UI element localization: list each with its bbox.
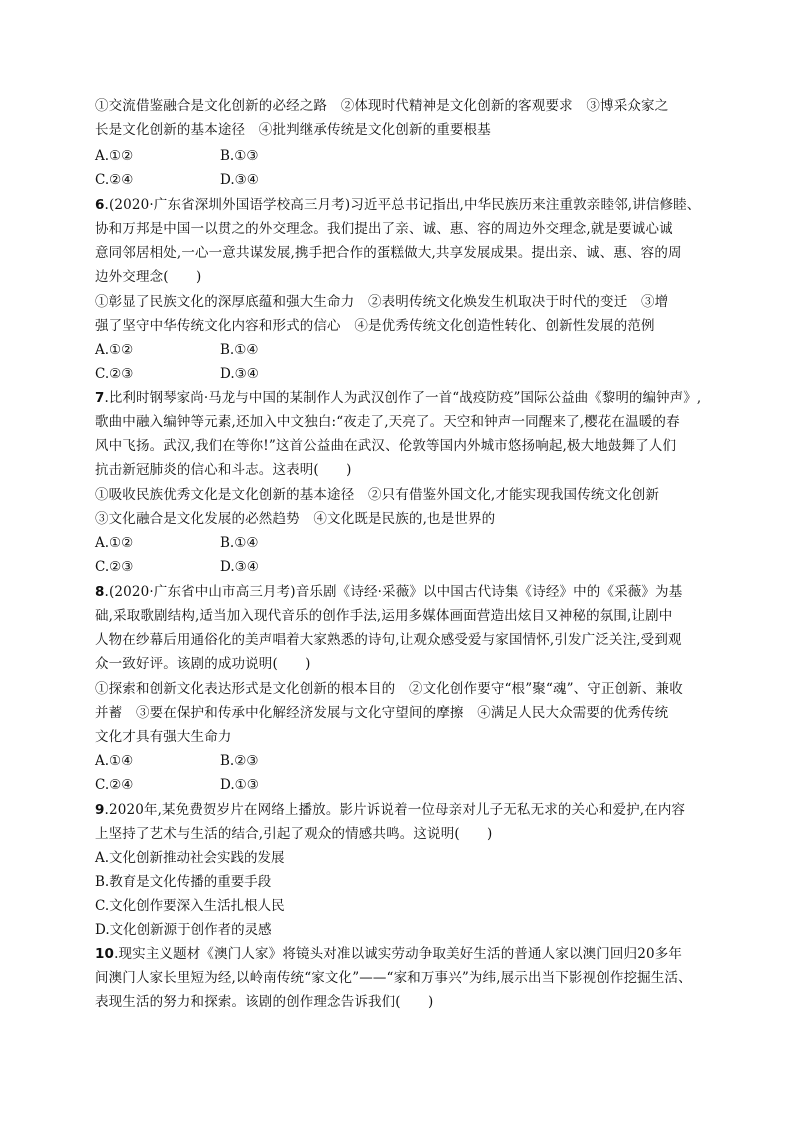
q5-option-a[interactable]: A.①②	[95, 148, 134, 164]
q10-stem-line: 表现生活的努力和探索。该剧的创作理念告诉我们( )	[95, 994, 434, 1010]
q10-stem-line: 间澳门人家长里短为经,以岭南传统“家文化”——“家和万事兴”为纬,展示出当下影视创作挖掘生活、	[95, 970, 692, 986]
q9-choice-c[interactable]: C.文化创作要深入生活扎根人民	[95, 898, 285, 914]
q7-stem-line	[95, 390, 701, 406]
q6-number: 6	[95, 197, 105, 213]
q7-stem-line: 风中飞扬。武汉,我们在等你!”这首公益曲在武汉、伦敦等国内外城市悠扬响起,极大地鼓舞了人们	[95, 438, 677, 454]
q8-statement-line: ①探索和创新文化表达形式是文化创新的根本目的 ②文化创作要守“根”聚“魂”、守正创新、兼收	[95, 681, 683, 697]
q7-option-d[interactable]: D.③④	[220, 559, 259, 575]
q8-statement-line: 并蓄 ③要在保护和传承中化解经济发展与文化守望间的摩擦 ④满足人民大众需要的优秀传统	[95, 705, 669, 721]
q8-stem-text: .(2020·广东省中山市高三月考)音乐剧《诗经·采薇》以中国古代诗集《诗经》中的《采薇》为基	[104, 584, 683, 600]
q6-stem-line: 协和万邦是中国一以贯之的外交理念。我们提出了亲、诚、惠、容的周边外交理念,就是要诚心诚	[95, 221, 673, 237]
q6-option-b[interactable]: B.①④	[220, 342, 259, 358]
q6-stem-text: .(2020·广东省深圳外国语学校高三月考)习近平总书记指出,中华民族历来注重敦亲睦邻,讲信修睦、	[104, 197, 701, 213]
q8-statement-line: 文化才具有强大生命力	[95, 729, 232, 745]
q6-statement-line: ①彰显了民族文化的深厚底蕴和强大生命力 ②表明传统文化焕发生机取决于时代的变迁 ③增	[95, 294, 669, 310]
q7-option-c[interactable]: C.②③	[95, 559, 134, 575]
q6-statement-line: 强了坚守中华传统文化内容和形式的信心 ④是优秀传统文化创造性转化、创新性发展的范例	[95, 318, 655, 334]
q7-statement-line: ③文化融合是文化发展的必然趋势 ④文化既是民族的,也是世界的	[95, 511, 496, 527]
q7-number: 7	[95, 390, 105, 406]
q9-number: 9	[95, 802, 105, 818]
q7-option-a[interactable]: A.①②	[95, 535, 134, 551]
q5-option-c[interactable]: C.②④	[95, 172, 134, 188]
q8-option-c[interactable]: C.②④	[95, 777, 134, 793]
q8-stem-line: 众一致好评。该剧的成功说明( )	[95, 656, 311, 672]
q7-stem-text: .比利时钢琴家尚·马龙与中国的某制作人为武汉创作了一首“战疫防疫”国际公益曲《黎明的编钟声》,	[104, 390, 702, 406]
q8-option-a[interactable]: A.①④	[95, 753, 134, 769]
q8-option-d[interactable]: D.①③	[220, 777, 259, 793]
q7-stem-line: 抗击新冠肺炎的信心和斗志。这表明( )	[95, 462, 352, 478]
q7-statement-line: ①吸收民族优秀文化是文化创新的基本途径 ②只有借鉴外国文化,才能实现我国传统文化创新	[95, 487, 660, 503]
q5-statement-line: 长是文化创新的基本途径 ④批判继承传统是文化创新的重要根基	[95, 122, 491, 138]
q9-stem-text: .2020年,某免费贺岁片在网络上播放。影片诉说着一位母亲对儿子无私无求的关心和爱护,在内容	[104, 802, 686, 818]
q6-option-a[interactable]: A.①②	[95, 342, 134, 358]
q9-choice-d[interactable]: D.文化创新源于创作者的灵感	[95, 922, 272, 938]
q8-option-b[interactable]: B.②③	[220, 753, 259, 769]
q8-stem-line: 础,采取歌剧结构,适当加入现代音乐的创作手法,运用多媒体画面营造出炫目又神秘的氛围,让剧中	[95, 608, 673, 624]
q10-number: 10	[95, 946, 115, 962]
q6-option-c[interactable]: C.②③	[95, 366, 134, 382]
q5-statement-line: ①交流借鉴融合是文化创新的必经之路 ②体现时代精神是文化创新的客观要求 ③博采众家之	[95, 98, 669, 114]
q8-number: 8	[95, 584, 105, 600]
q6-option-d[interactable]: D.③④	[220, 366, 259, 382]
q9-stem-line	[95, 802, 685, 818]
q9-stem-line: 上坚持了艺术与生活的结合,引起了观众的情感共鸣。这说明( )	[95, 826, 493, 842]
q6-stem-line: 意同邻居相处,一心一意共谋发展,携手把合作的蛋糕做大,共享发展成果。提出亲、诚、惠、容的周	[95, 245, 682, 261]
q10-stem-line	[95, 946, 682, 962]
q8-stem-line: 人物在纱幕后用通俗化的美声唱着大家熟悉的诗句,让观众感受爱与家国情怀,引发广泛关注,受到观	[95, 632, 682, 648]
q9-choice-a[interactable]: A.文化创新推动社会实践的发展	[95, 850, 285, 866]
q8-stem-line	[95, 584, 682, 600]
q5-option-d[interactable]: D.③④	[220, 172, 259, 188]
q9-choice-b[interactable]: B.教育是文化传播的重要手段	[95, 874, 272, 890]
q6-stem-line	[95, 197, 700, 213]
q5-option-b[interactable]: B.①③	[220, 148, 259, 164]
q7-option-b[interactable]: B.①④	[220, 535, 259, 551]
q6-stem-line: 边外交理念( )	[95, 269, 202, 285]
q7-stem-line: 歌曲中融入编钟等元素,还加入中文独白:“夜走了,天亮了。天空和钟声一同醒来了,樱花在温暖的春	[95, 414, 680, 430]
q10-stem-text: .现实主义题材《澳门人家》将镜头对准以诚实劳动争取美好生活的普通人家以澳门回归20多年	[114, 946, 683, 962]
